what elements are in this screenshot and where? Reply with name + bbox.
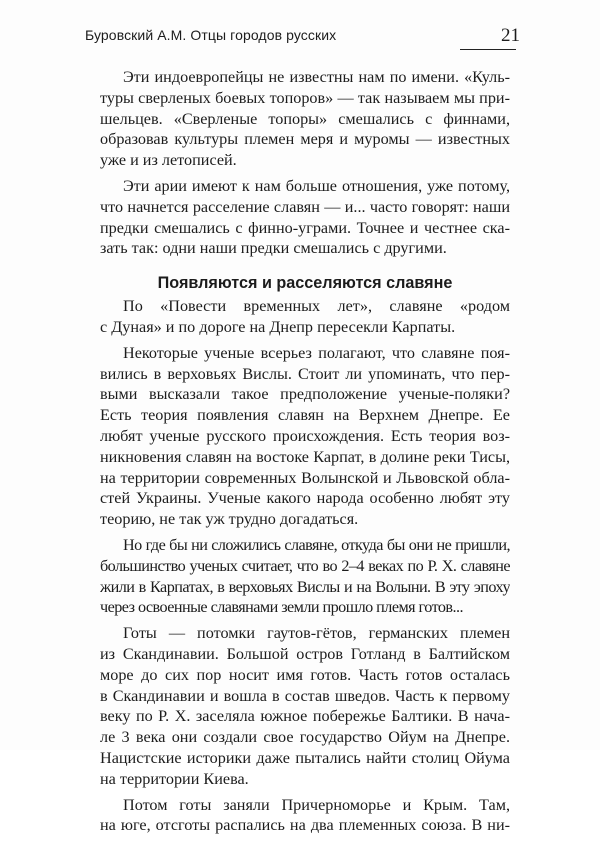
text-line: большинство ученых считает, что во 2–4 веках по Р. Х. славяне bbox=[100, 556, 510, 575]
running-title: Буровский А.М. Отцы городов русских bbox=[85, 27, 337, 43]
paragraph-black-sea bbox=[100, 795, 510, 837]
paragraph-chronicle bbox=[100, 296, 510, 338]
text-line: Готы — потомки гаутов-гётов, германских племен bbox=[123, 624, 510, 643]
text-line: вились в верховьях Вислы. Стоит ли упоминать, что пер- bbox=[100, 364, 510, 383]
page-number: 21 bbox=[501, 25, 520, 46]
section-heading: Появляются и расселяются славяне bbox=[157, 274, 453, 293]
text-line: из Скандинавии. Большой остров Готланд в Балтийском bbox=[100, 644, 510, 663]
text-line: Эти арии имеют к нам больше отношения, уже потому, bbox=[123, 176, 510, 195]
text-line: с Дуная» и по дороге на Днепр пересекли Карпаты. bbox=[100, 317, 456, 336]
text-line: теорию, не так уж трудно догадаться. bbox=[100, 510, 359, 529]
text-line: на территории Киева. bbox=[100, 769, 249, 788]
text-line: По «Повести временных лет», славяне «родом bbox=[123, 297, 510, 316]
text-line: никновения славян на востоке Карпат, в долине реки Тисы, bbox=[100, 447, 510, 466]
text-line: жили в Карпатах, в верховьях Вислы и на Волыни. В эту эпоху bbox=[100, 577, 510, 596]
paragraph-goths bbox=[100, 623, 510, 789]
paragraph-origin-theories bbox=[100, 343, 510, 530]
text-line: что начнется расселение славян — и... часто говорят: наши bbox=[100, 197, 510, 216]
paragraph-carpathians bbox=[100, 535, 510, 618]
paragraph-indo-europeans bbox=[100, 67, 510, 171]
text-line: через освоенные славянами земли прошло племя готов... bbox=[100, 598, 464, 617]
text-line: море до сих пор носит имя готов. Часть готов осталась bbox=[100, 665, 510, 684]
text-line: шельцев. «Сверленые топоры» смешались с финнами, bbox=[100, 109, 510, 128]
text-line: любят ученые русского происхождения. Есть теория воз- bbox=[100, 426, 510, 445]
header-rule bbox=[460, 49, 516, 50]
text-line: уже и из летописей. bbox=[100, 151, 237, 170]
text-line: Некоторые ученые всерьез полагают, что славяне поя- bbox=[123, 343, 510, 362]
text-line: в Скандинавии и вошла в состав шведов. Часть к первому bbox=[100, 686, 510, 705]
text-line: зать так: одни наши предки смешались с другими. bbox=[100, 239, 447, 258]
paragraph-aryans bbox=[100, 176, 510, 259]
text-line: ле 3 века они создали свое государство Ойум на Днепре. bbox=[100, 728, 510, 747]
text-line: на территории современных Волынской и Львовской обла- bbox=[100, 468, 510, 487]
text-line: Но где бы ни сложились славяне, откуда бы они не пришли, bbox=[123, 535, 510, 554]
text-line: туры сверленых боевых топоров» — так называем мы при- bbox=[100, 88, 510, 107]
text-line: образовав культуры племен меря и муромы — известных bbox=[100, 130, 510, 149]
text-line: выми высказали такое предположение ученые-поляки? bbox=[100, 385, 510, 404]
text-line: Есть теория появления славян на Верхнем Днепре. Ее bbox=[100, 406, 510, 425]
text-line: Эти индоевропейцы не известны нам по имени. «Куль- bbox=[123, 68, 510, 86]
running-header bbox=[85, 25, 520, 55]
text-line: на юге, отсготы распались на два племенных союза. В ни- bbox=[100, 816, 510, 835]
text-line: Потом готы заняли Причерноморье и Крым. Там, bbox=[123, 795, 510, 814]
text-line: стей Украины. Ученые какого народа особенно любят эту bbox=[100, 489, 510, 508]
body-text bbox=[100, 67, 510, 841]
text-line: предки смешались с финно-уграми. Точнее и честнее ска- bbox=[100, 218, 510, 237]
text-line: веку по Р. Х. заселяла южное побережье Балтики. В нача- bbox=[100, 707, 510, 726]
text-line: Нацистские историки даже пытались найти столиц Ойума bbox=[100, 748, 510, 767]
